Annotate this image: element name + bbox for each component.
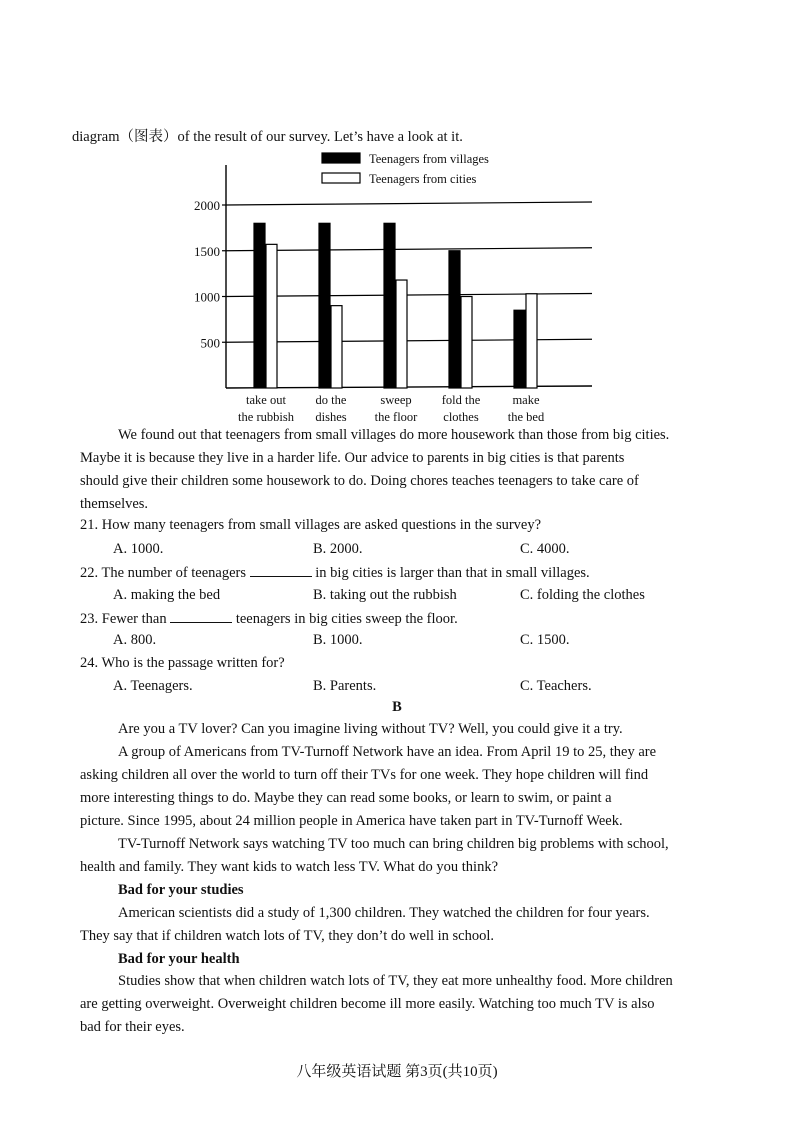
q21-option-c: C. 4000. [520,541,570,557]
x-category-label: do the [315,393,347,407]
question-24-stem: 24. Who is the passage written for? [80,655,285,671]
chart-labels [238,393,545,424]
q22-blank [250,562,312,577]
q23-option-b: B. 1000. [313,632,363,648]
health-line: bad for their eyes. [80,1019,185,1035]
bar [266,244,277,388]
q21-option-b: B. 2000. [313,541,363,557]
legend-label: Teenagers from villages [369,152,489,166]
section-b-title: B [392,699,402,715]
passage-a-line: We found out that teenagers from small villages do more housework than those from big cities. [118,427,670,443]
passage-a-line: Maybe it is because they live in a harder life. Our advice to parents in big cities is that parents [80,450,625,466]
passage-b-line: A group of Americans from TV-Turnoff Network have an idea. From April 19 to 25, they are [118,744,657,760]
survey-bar-chart [0,0,794,430]
q22-stem-after: in big cities is larger than that in small villages. [315,565,590,581]
y-tick-label: 500 [200,335,220,351]
legend-swatch [322,173,360,183]
bar [319,223,330,388]
question-21-stem: 21. How many teenagers from small villages are asked questions in the survey? [80,517,542,533]
q22-option-b: B. taking out the rubbish [313,587,457,603]
gridline [226,248,592,251]
bar [254,223,265,388]
intro-line: diagram（图表）of the result of our survey. Let’s have a look at it. [72,129,463,145]
q23-blank [170,608,232,623]
studies-line: American scientists did a study of 1,300 children. They watched the children for four years. [118,905,650,921]
heading-bad-for-studies: Bad for your studies [118,882,244,898]
health-line: Studies show that when children watch lots of TV, they eat more unhealthy food. More children [118,973,673,989]
question-23-stem [80,608,720,629]
bar [384,223,395,388]
x-category-label: sweep [380,393,412,407]
x-category-label: clothes [443,410,479,424]
legend-swatch [322,153,360,163]
heading-bad-for-health: Bad for your health [118,951,240,967]
q24-option-a: A. Teenagers. [113,678,193,694]
q23-option-a: A. 800. [113,632,157,648]
passage-a-line: themselves. [80,496,149,512]
bar [461,297,472,389]
passage-b-line: health and family. They want kids to watch less TV. What do you think? [80,859,499,875]
bar [514,310,525,388]
q21-option-a: A. 1000. [113,541,164,557]
x-category-label: take out [246,393,286,407]
y-tick-label: 1500 [194,243,220,259]
q24-option-b: B. Parents. [313,678,377,694]
bar [331,306,342,388]
q23-stem-after: teenagers in big cities sweep the floor. [235,611,458,627]
bar [396,280,407,388]
q22-stem-before: 22. The number of teenagers [80,565,247,581]
passage-b-line: asking children all over the world to turn off their TVs for one week. They hope children will find [80,767,649,783]
legend-label: Teenagers from cities [369,172,477,186]
gridline [226,202,592,205]
y-tick-label: 2000 [194,198,220,213]
x-category-label: the bed [507,410,545,424]
x-category-label: fold the [441,393,481,407]
passage-b-line: more interesting things to do. Maybe they can read some books, or learn to swim, or paint a [80,790,612,806]
q22-option-a: A. making the bed [113,587,221,603]
bar [449,251,460,388]
passage-a-line: should give their children some housework to do. Doing chores teaches teenagers to take care of [80,473,639,489]
y-tick-label: 1000 [194,289,220,305]
bar [526,294,537,388]
passage-b-line: TV-Turnoff Network says watching TV too much can bring children big problems with school, [118,836,669,852]
passage-b-line: picture. Since 1995, about 24 million people in America have taken part in TV-Turnoff Week. [80,813,623,829]
x-category-label: make [512,393,540,407]
question-22-stem [80,562,720,583]
page-footer: 八年级英语试题 第3页(共10页) [296,1064,498,1080]
studies-line: They say that if children watch lots of TV, they don’t do well in school. [80,928,494,944]
q22-option-c: C. folding the clothes [520,587,645,603]
passage-b-line: Are you a TV lover? Can you imagine living without TV? Well, you could give it a try. [118,721,623,737]
health-line: are getting overweight. Overweight children become ill more easily. Watching too much TV is also [80,996,655,1012]
chart-legend [322,152,489,186]
x-category-label: dishes [315,410,347,424]
q24-option-c: C. Teachers. [520,678,592,694]
x-category-label: the floor [374,410,418,424]
x-category-label: the rubbish [238,410,294,424]
q23-option-c: C. 1500. [520,632,570,648]
q23-stem-before: 23. Fewer than [80,611,167,627]
